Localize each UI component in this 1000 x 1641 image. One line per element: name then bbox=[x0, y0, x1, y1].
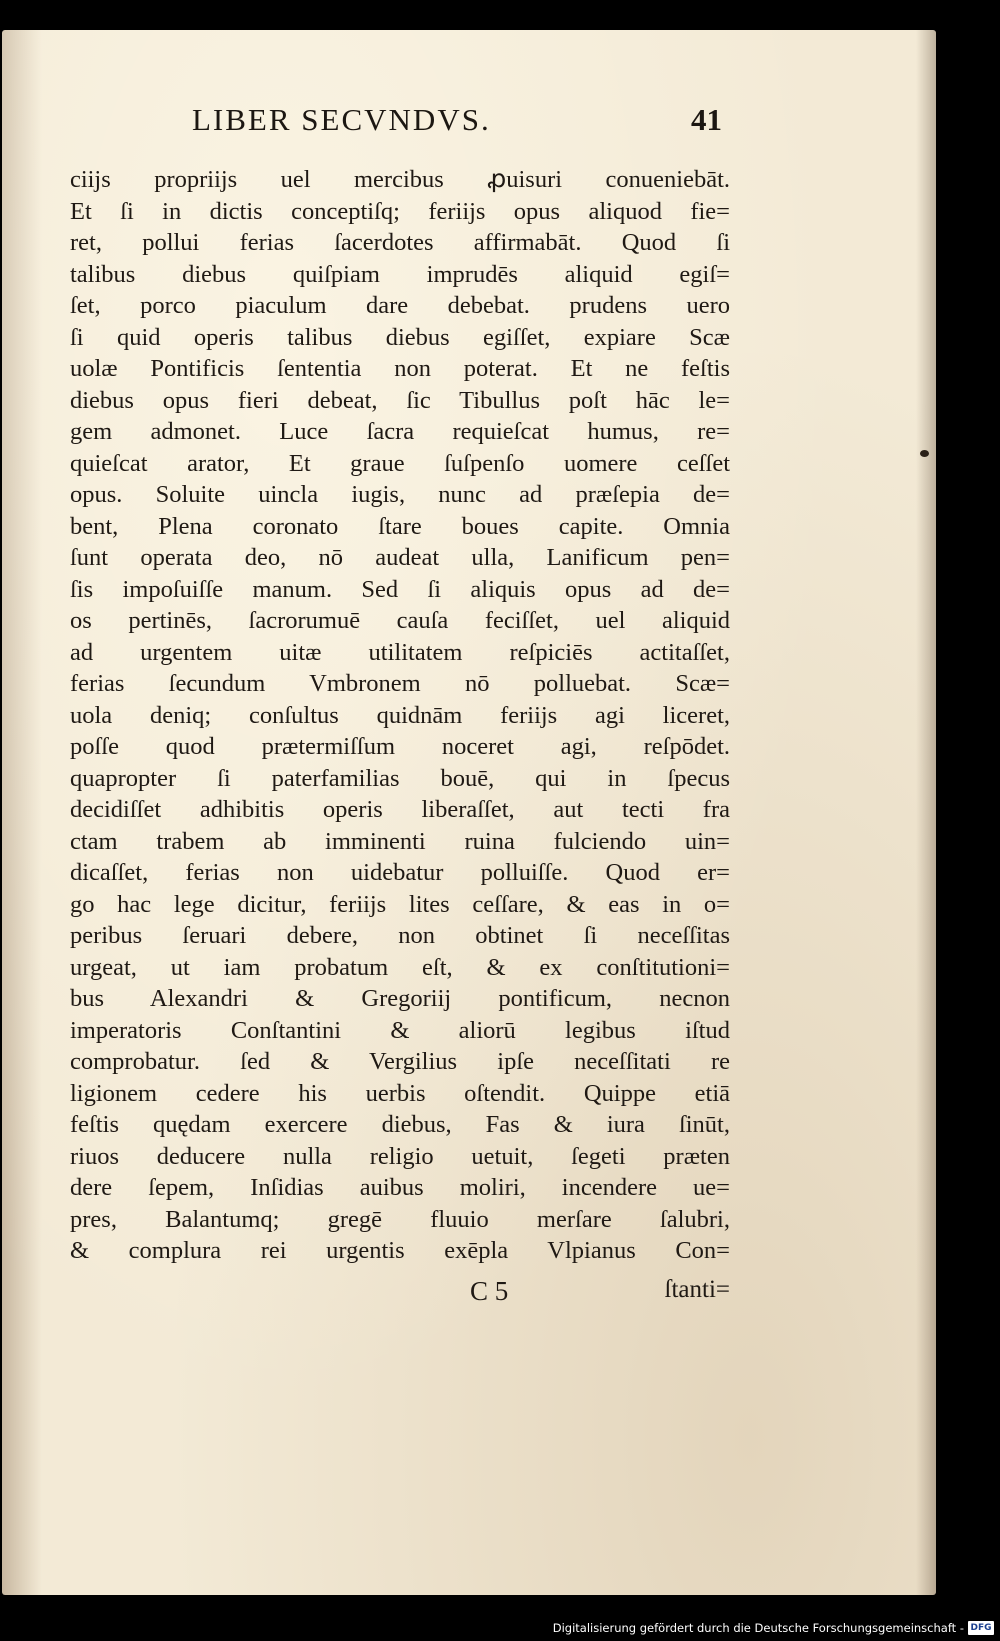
text-line: uolæ Pontificis ſententia non poterat. Et ne feſtis bbox=[70, 355, 730, 382]
text-line: quieſcat arator, Et graue ſuſpenſo uomere ceſſet bbox=[70, 449, 730, 477]
text-line: ſi quid operis talibus diebus egiſſet, expiare Scæ bbox=[70, 323, 730, 351]
body-text bbox=[70, 164, 730, 1267]
text-line: diebus opus fieri debeat, ſic Tibullus poſt hāc le= bbox=[70, 386, 730, 414]
text-line: ciĳs propriĳs uel mercibus ꝓuisuri conueniebāt. bbox=[70, 166, 730, 193]
text-line: peribus ſeruari debere, non obtinet ſi neceſſitas bbox=[70, 922, 730, 949]
catchword: ſtanti= bbox=[664, 1276, 730, 1303]
text-line: & complura rei urgentis exēpla Vlpianus Con= bbox=[70, 1237, 730, 1264]
text-line: ſet, porco piaculum dare debebat. prudens uero bbox=[70, 292, 730, 319]
text-line: urgeat, ut iam probatum eſt, & ex conſtitutioni= bbox=[70, 953, 730, 981]
book-page bbox=[2, 30, 936, 1595]
text-line: talibus diebus quiſpiam imprudēs aliquid egiſ= bbox=[70, 260, 730, 288]
text-line: ſunt operata deo, nō audeat ulla, Lanificum pen= bbox=[70, 544, 730, 571]
text-line: ferias ſecundum Vmbronem nō polluebat. Scæ= bbox=[70, 670, 730, 697]
page-number: 41 bbox=[691, 102, 722, 137]
credit-text: Digitalisierung gefördert durch die Deutsche Forschungsgemeinschaft - bbox=[552, 1621, 964, 1635]
dfg-logo-icon: DFG bbox=[968, 1621, 994, 1635]
text-line: comprobatur. ſed & Vergilius ipſe neceſſitati re bbox=[70, 1048, 730, 1075]
text-line: ſis impoſuiſſe manum. Sed ſi aliquis opus ad de= bbox=[70, 575, 730, 603]
page-footer bbox=[70, 1276, 730, 1312]
text-line: quapropter ſi paterfamilias bouē, qui in ſpecus bbox=[70, 764, 730, 792]
text-line: bent, Plena coronato ſtare boues capite. Omnia bbox=[70, 512, 730, 540]
text-line: ret, pollui ferias ſacerdotes affirmabāt. Quod ſi bbox=[70, 229, 730, 256]
text-line: bus Alexandri & Gregoriĳ pontificum, necnon bbox=[70, 985, 730, 1012]
text-line: pres, Balantumq; gregē fluuio merſare ſalubri, bbox=[70, 1205, 730, 1233]
signature-mark: C 5 bbox=[470, 1276, 509, 1306]
page-edge-shadow bbox=[916, 30, 936, 1595]
page-header bbox=[192, 102, 722, 154]
text-line: ctam trabem ab imminenti ruina fulciendo uin= bbox=[70, 827, 730, 855]
text-line: ligionem cedere his uerbis oſtendit. Quippe etiā bbox=[70, 1079, 730, 1107]
text-line: ad urgentem uitæ utilitatem reſpiciēs actitaſſet, bbox=[70, 638, 730, 666]
ink-spot bbox=[920, 450, 929, 457]
text-line: feſtis quędam exercere diebus, Fas & iura ſinūt, bbox=[70, 1111, 730, 1138]
text-line: imperatoris Conſtantini & aliorū legibus iſtud bbox=[70, 1016, 730, 1044]
text-line: opus. Soluite uincla iugis, nunc ad præſepia de= bbox=[70, 481, 730, 508]
text-line: dere ſepem, Inſidias auibus moliri, incendere ue= bbox=[70, 1174, 730, 1201]
text-line: gem admonet. Luce ſacra requieſcat humus, re= bbox=[70, 418, 730, 445]
text-line: decidiſſet adhibitis operis liberaſſet, aut tecti fra bbox=[70, 796, 730, 823]
text-line: poſſe quod prætermiſſum noceret agi, reſpōdet. bbox=[70, 733, 730, 760]
text-line: Et ſi in dictis conceptiſq; feriĳs opus aliquod fie= bbox=[70, 197, 730, 225]
running-head: LIBER SECVNDVS. bbox=[192, 102, 491, 137]
text-line: uola deniq; conſultus quidnām feriĳs agi liceret, bbox=[70, 701, 730, 729]
text-line: riuos deducere nulla religio uetuit, ſegeti præten bbox=[70, 1142, 730, 1170]
text-line: os pertinēs, ſacrorumuē cauſa feciſſet, uel aliquid bbox=[70, 607, 730, 634]
text-line: go hac lege dicitur, feriĳs lites ceſſare, & eas in o= bbox=[70, 890, 730, 918]
digitization-credit bbox=[553, 1617, 994, 1639]
text-line: dicaſſet, ferias non uidebatur polluiſſe. Quod er= bbox=[70, 859, 730, 886]
